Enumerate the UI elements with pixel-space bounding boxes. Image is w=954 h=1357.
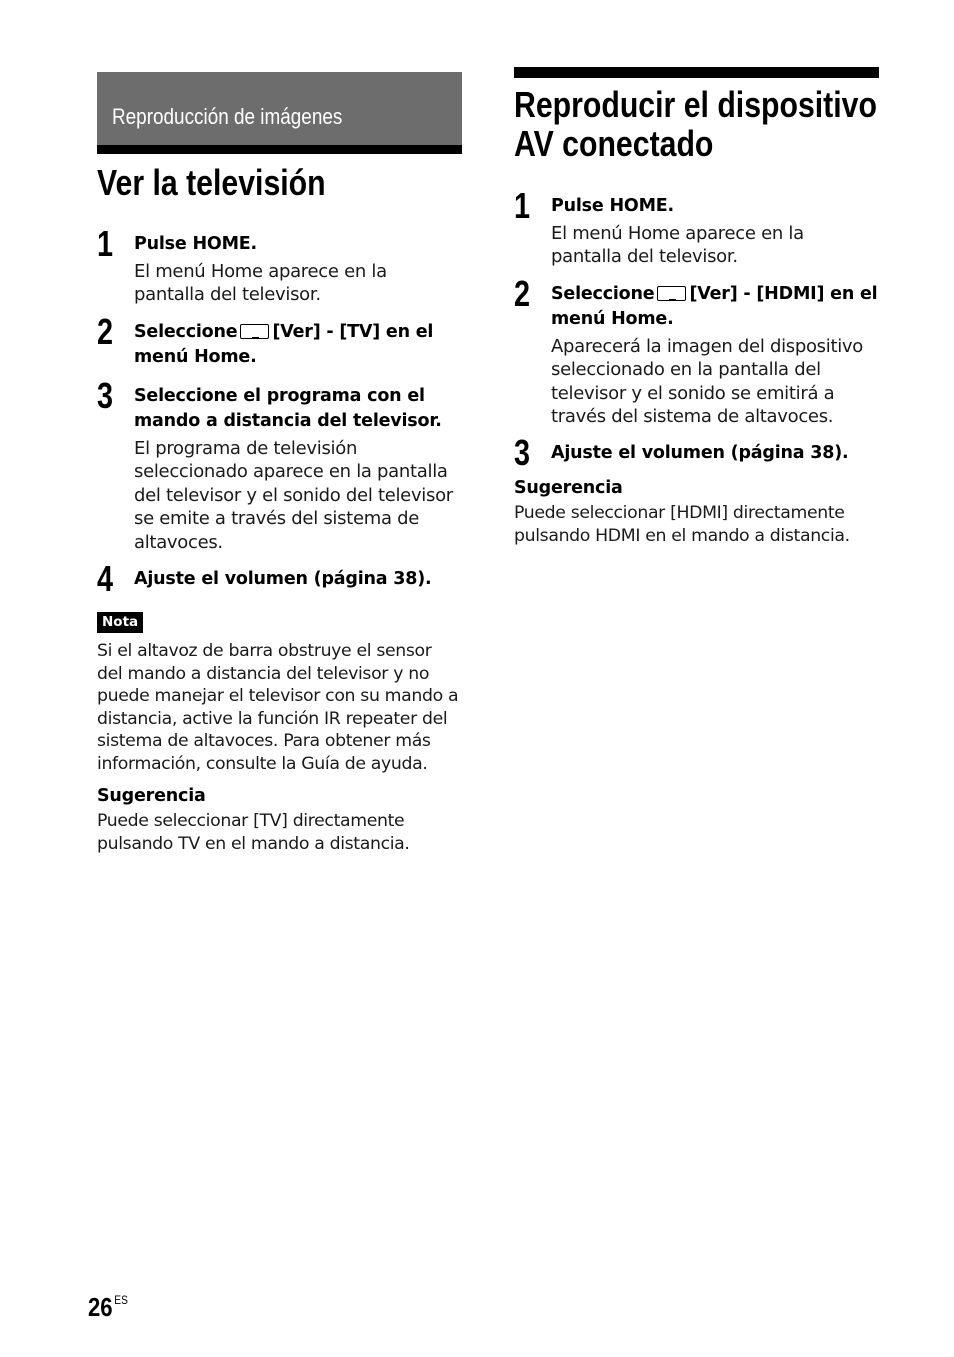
tip-title: Sugerencia — [514, 478, 623, 498]
step-heading-pre: Seleccione — [134, 322, 238, 342]
step-heading: Ajuste el volumen (página 38). — [551, 443, 849, 463]
step-1 — [514, 185, 879, 269]
tip-title: Sugerencia — [97, 786, 206, 806]
section-header — [97, 72, 462, 154]
tip-text: Puede seleccionar [HDMI] directamente pulsando HDMI en el mando a distancia. — [514, 503, 850, 546]
tip-text: Puede seleccionar [TV] directamente pulsando TV en el mando a distancia. — [97, 811, 410, 854]
step-2 — [97, 311, 462, 370]
step-4 — [97, 558, 462, 599]
page-number — [88, 1292, 128, 1323]
step-heading: Seleccione el programa con el mando a distancia del televisor. — [134, 386, 442, 431]
step-number: 1 — [97, 223, 114, 264]
step-description: El menú Home aparece en la pantalla del televisor. — [551, 223, 804, 268]
step-heading-pre: Seleccione — [551, 284, 655, 304]
step-3 — [514, 432, 879, 473]
step-2 — [514, 273, 879, 429]
step-number: 2 — [97, 311, 114, 352]
page-title-line-1: Reproducir el dispositivo — [514, 84, 877, 125]
step-1 — [97, 223, 462, 307]
step-number: 4 — [97, 558, 114, 599]
note-badge: Nota — [97, 612, 143, 633]
step-description: Aparecerá la imagen del dispositivo seleccionado en la pantalla del televisor y el sonido se emitirá a través del sistema de altavoces. — [551, 336, 863, 428]
page-language: ES — [114, 1293, 128, 1307]
step-heading — [551, 282, 879, 332]
page-title-line-2: AV conectado — [514, 123, 714, 164]
step-heading: Pulse HOME. — [134, 234, 258, 254]
page-title: Ver la televisión — [97, 162, 326, 203]
step-heading-post: [Ver] - [HDMI] en el menú Home. — [551, 284, 878, 329]
step-heading-post: [Ver] - [TV] en el menú Home. — [134, 322, 434, 367]
step-description: El menú Home aparece en la pantalla del televisor. — [134, 261, 387, 306]
step-3 — [97, 375, 462, 554]
step-heading — [134, 320, 462, 370]
step-number: 1 — [514, 185, 531, 226]
step-number: 3 — [97, 375, 114, 416]
section-label: Reproducción de imágenes — [112, 104, 343, 129]
note-text: Si el altavoz de barra obstruye el sensor del mando a distancia del televisor y no puede manejar el televisor con su mando a distancia, active la función IR repeater del sistema de altavoces. Para obtener más información, consulte la Guía de ayuda. — [97, 641, 459, 774]
title-rule — [514, 67, 879, 78]
step-heading: Ajuste el volumen (página 38). — [134, 569, 432, 589]
tv-icon — [240, 324, 269, 339]
tv-icon — [657, 286, 686, 301]
step-heading: Pulse HOME. — [551, 196, 675, 216]
step-number: 2 — [514, 273, 531, 314]
step-description: El programa de televisión seleccionado aparece en la pantalla del televisor y el sonido del televisor se emite a través del sistema de altavoces. — [134, 438, 453, 553]
page-number-value: 26 — [88, 1292, 113, 1322]
step-number: 3 — [514, 432, 531, 473]
